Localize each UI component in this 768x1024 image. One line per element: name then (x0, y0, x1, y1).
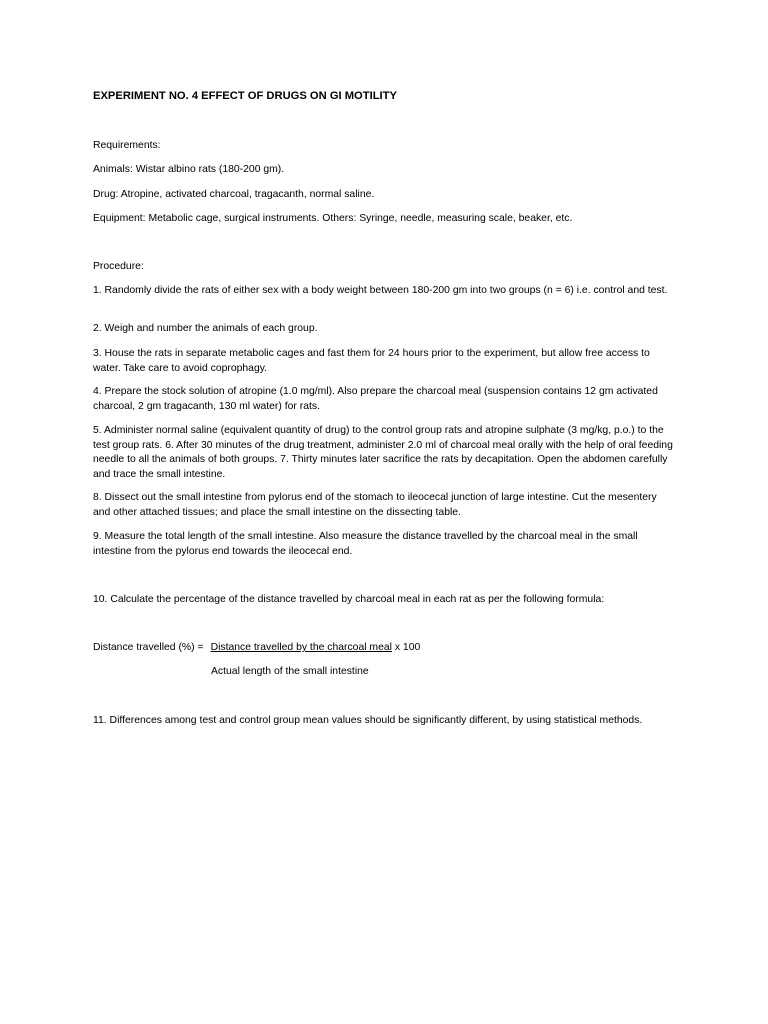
procedure-step-11: 11. Differences among test and control group mean values should be significantly different, by using statistical methods. (93, 715, 643, 726)
procedure-step-8: 8. Dissect out the small intestine from pylorus end of the stomach to ileocecal junction of large intestine. Cut the mesentery and other attached tissues; and place the small intestine on the dissecting table. (93, 492, 657, 518)
requirements-equipment: Equipment: Metabolic cage, surgical instruments. Others: Syringe, needle, measuring scale, beaker, etc. (93, 213, 573, 224)
formula-numerator: Distance travelled by the charcoal meal (210, 642, 392, 653)
requirements-drug: Drug: Atropine, activated charcoal, tragacanth, normal saline. (93, 189, 375, 200)
procedure-heading: Procedure: (93, 261, 144, 272)
formula-multiplier: x 100 (394, 642, 421, 653)
requirements-animals: Animals: Wistar albino rats (180-200 gm). (93, 164, 285, 175)
procedure-step-3: 3. House the rats in separate metabolic cages and fast them for 24 hours prior to the experiment, but allow free access to water. Take care to avoid coprophagy. (93, 348, 650, 374)
procedure-step-5-7: 5. Administer normal saline (equivalent quantity of drug) to the control group rats and atropine sulphate (3 mg/kg, p.o.) to the test group rats. 6. After 30 minutes of the drug treatment, administer 2.0 ml of charcoal meal orally with the help of oral feeding needle to all the animals of both groups. 7. Thirty minutes later sacrifice the rats by decapitation. Open the abdomen carefully and trace the small intestine. (93, 425, 673, 480)
procedure-step-4: 4. Prepare the stock solution of atropine (1.0 mg/ml). Also prepare the charcoal meal (suspension contains 12 gm activated charcoal, 2 gm tragacanth, 130 ml water) for rats. (93, 386, 658, 412)
formula-line (93, 641, 513, 656)
formula-lhs: Distance travelled (%) = (93, 642, 204, 653)
requirements-heading: Requirements: (93, 140, 161, 151)
procedure-step-9: 9. Measure the total length of the small intestine. Also measure the distance travelled by the charcoal meal in the small intestine from the pylorus end towards the ileocecal end. (93, 531, 638, 557)
page-title: EXPERIMENT NO. 4 EFFECT OF DRUGS ON GI MOTILITY (93, 90, 397, 102)
procedure-step-10: 10. Calculate the percentage of the distance travelled by charcoal meal in each rat as per the following formula: (93, 594, 605, 605)
procedure-step-2: 2. Weigh and number the animals of each group. (93, 323, 318, 334)
procedure-step-1: 1. Randomly divide the rats of either sex with a body weight between 180-200 gm into two groups (n = 6) i.e. control and test. (93, 285, 668, 296)
formula-denominator: Actual length of the small intestine (211, 666, 369, 677)
